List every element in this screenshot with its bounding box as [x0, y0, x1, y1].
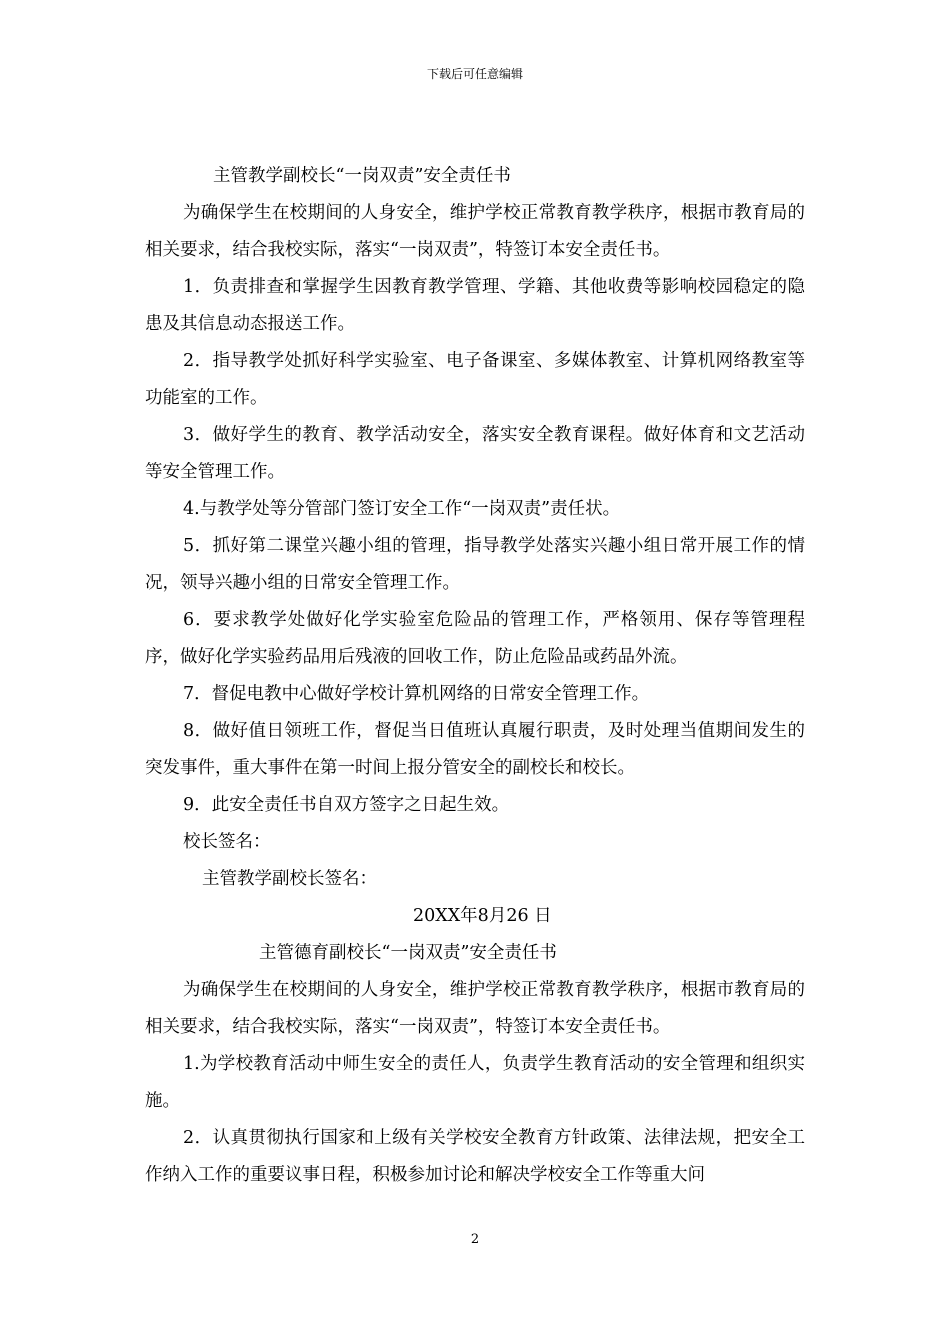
- section1-item-8: 8．做好值日领班工作，督促当日值班认真履行职责，及时处理当值期间发生的突发事件，重大事件在第一时间上报分管安全的副校长和校长。: [145, 721, 805, 778]
- section1-item-7: 7．督促电教中心做好学校计算机网络的日常安全管理工作。: [183, 684, 650, 704]
- section1-item-2: 2．指导教学处抓好科学实验室、电子备课室、多媒体教室、计算机网络教室等功能室的工作。: [145, 351, 805, 408]
- page-header-note: 下载后可任意编辑: [426, 67, 523, 81]
- section2-intro: 为确保学生在校期间的人身安全，维护学校正常教育教学秩序，根据市教育局的相关要求，结合我校实际，落实“一岗双责”，特签订本安全责任书。: [145, 980, 805, 1037]
- section2-item-2: 2．认真贯彻执行国家和上级有关学校安全教育方针政策、法律法规，把安全工作纳入工作的重要议事日程，积极参加讨论和解决学校安全工作等重大问: [145, 1128, 805, 1185]
- section1-item-5: 5．抓好第二课堂兴趣小组的管理，指导教学处落实兴趣小组日常开展工作的情况，领导兴趣小组的日常安全管理工作。: [145, 536, 805, 593]
- vice-principal-signature-line: 主管教学副校长签名：: [202, 869, 377, 889]
- section1-intro: 为确保学生在校期间的人身安全，维护学校正常教育教学秩序，根据市教育局的相关要求，结合我校实际，落实“一岗双责”，特签订本安全责任书。: [145, 203, 805, 260]
- section2-item-1: 1.为学校教育活动中师生安全的责任人，负责学生教育活动的安全管理和组织实施。: [145, 1054, 805, 1111]
- section1-item-4: 4.与教学处等分管部门签订安全工作“一岗双责”责任状。: [183, 499, 621, 519]
- principal-signature-line: 校长签名：: [183, 832, 271, 852]
- section1-item-9: 9．此安全责任书自双方签字之日起生效。: [183, 795, 510, 815]
- section2-title: 主管德育副校长“一岗双责”安全责任书: [259, 943, 557, 963]
- page-number: 2: [470, 1232, 480, 1247]
- section1-item-1: 1．负责排查和掌握学生因教育教学管理、学籍、其他收费等影响校园稳定的隐患及其信息动态报送工作。: [145, 277, 805, 334]
- document-body: [145, 158, 805, 1194]
- signing-date: 20XX年8月26 日: [413, 906, 552, 926]
- section1-item-3: 3．做好学生的教育、教学活动安全，落实安全教育课程。做好体育和文艺活动等安全管理工作。: [145, 425, 805, 482]
- section1-item-6: 6．要求教学处做好化学实验室危险品的管理工作，严格领用、保存等管理程序，做好化学实验药品用后残液的回收工作，防止危险品或药品外流。: [145, 610, 805, 667]
- section1-title: 主管教学副校长“一岗双责”安全责任书: [213, 166, 511, 186]
